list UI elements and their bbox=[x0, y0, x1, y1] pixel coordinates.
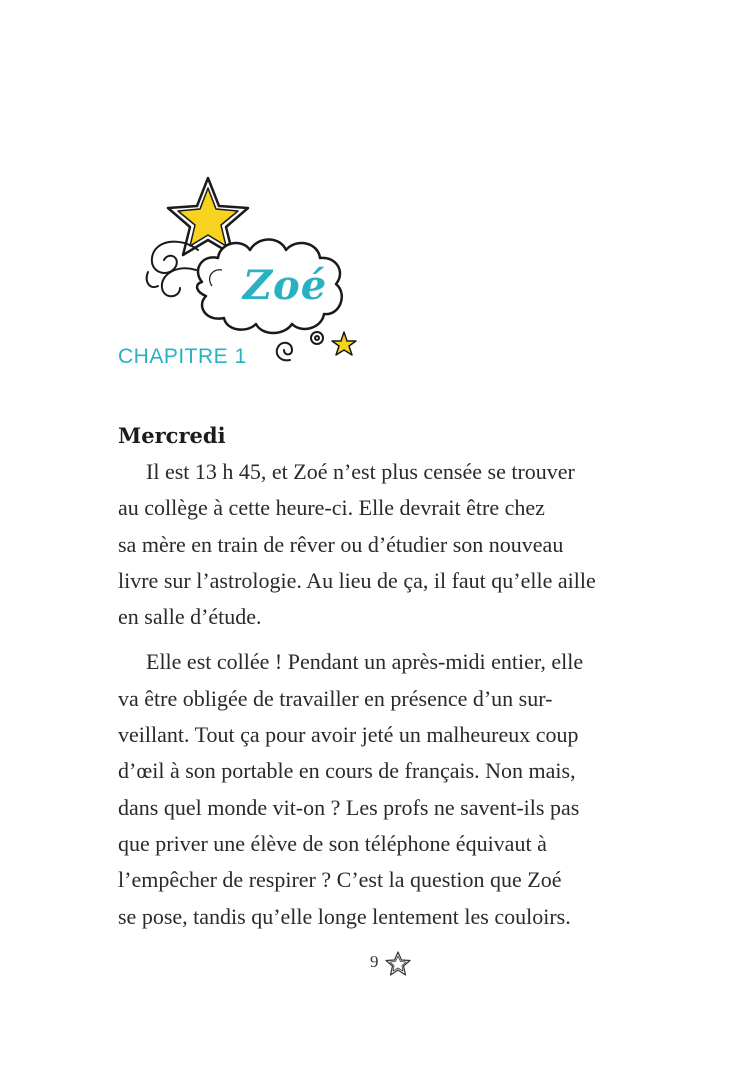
spiral-decoration bbox=[277, 332, 323, 360]
paragraph-line: d’œil à son portable en cours de français. Non mais, bbox=[118, 758, 576, 784]
paragraph-line: dans quel monde vit-on ? Les profs ne savent-ils pas bbox=[118, 794, 580, 820]
paragraph-line: que priver une élève de son téléphone équivaut à bbox=[118, 830, 547, 856]
page-number: 9 bbox=[370, 952, 379, 971]
paragraph-line: au collège à cette heure-ci. Elle devrait être chez bbox=[118, 495, 545, 521]
paragraph-line: livre sur l’astrologie. Au lieu de ça, il faut qu’elle aille bbox=[118, 567, 596, 593]
small-star-icon bbox=[332, 332, 356, 355]
chapter-text bbox=[118, 418, 618, 935]
paragraph-line: va être obligée de travailler en présence d’un sur- bbox=[118, 685, 553, 711]
paragraph-line: en salle d’étude. bbox=[118, 604, 262, 630]
paragraph-line: Il est 13 h 45, et Zoé n’est plus censée se trouver bbox=[146, 459, 575, 484]
chapter-label: CHAPITRE 1 bbox=[118, 345, 247, 368]
paragraph-line: Elle est collée ! Pendant un après-midi entier, elle bbox=[146, 649, 584, 675]
paragraph-line: se pose, tandis qu’elle longe lentement les couloirs. bbox=[118, 903, 571, 929]
paragraph-1 bbox=[118, 454, 618, 635]
paragraph-line: l’empêcher de respirer ? C’est la question que Zoé bbox=[118, 867, 562, 893]
star-outline-icon bbox=[384, 950, 412, 978]
paragraph-line: sa mère en train de rêver ou d’étudier son nouveau bbox=[118, 531, 564, 557]
paragraph-2 bbox=[118, 644, 618, 934]
character-name: Zoé bbox=[242, 262, 328, 309]
paragraph-line: veillant. Tout ça pour avoir jeté un malheureux coup bbox=[118, 722, 579, 748]
section-heading: Mercredi bbox=[118, 423, 226, 448]
